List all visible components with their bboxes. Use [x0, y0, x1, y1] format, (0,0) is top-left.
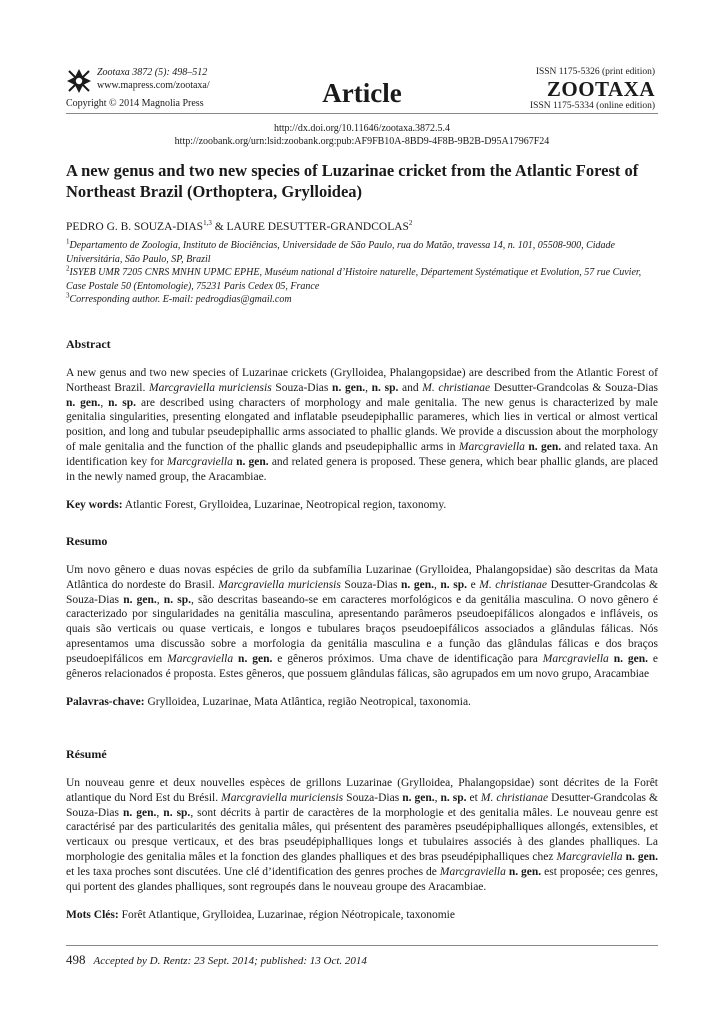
abstract-keywords: [66, 498, 658, 512]
nomenclature-act: n. sp.: [163, 806, 191, 819]
nomenclature-act: n. gen.: [123, 593, 157, 606]
taxon-name: M. christianae: [422, 381, 491, 394]
text-segment: e gêneros relacionados é proposta. Estes gêneros, que possuem glândulas fálicas, são agrupados em um novo grupo, Aracambiae: [66, 652, 658, 680]
nomenclature-act: n. sp.: [163, 593, 191, 606]
affiliations: [66, 239, 658, 307]
zootaxa-brand: ZOOTAXA: [546, 77, 655, 101]
nomenclature-act: n. gen.: [401, 578, 434, 591]
affiliation-text: Corresponding author. E-mail: pedrogdias@gmail.com: [69, 294, 292, 305]
nomenclature-act: n. gen.: [123, 806, 157, 819]
text-segment: , sont décrits à partir de caractères de la morphologie et des genitalia mâles. Le nouveau genre est caractérisé par des particularités des genitalia mâles, qui présentent des paramères pseudépiphalliques allongés, extensibles, et verticaux ou presque verticaux, et des bras pseudépiphalliques longs et tubulaires associés à des glandes phalliques. La morphologie des genitalia mâles et la fonction des glandes phalliques et des bras pseudépiphalliques chez: [66, 806, 658, 863]
affiliation: [66, 293, 658, 307]
text-segment: ,: [156, 806, 164, 819]
nomenclature-act: n. sp.: [440, 578, 467, 591]
taxon-name: M. christianae: [479, 578, 547, 591]
page-footer: [66, 952, 367, 968]
resumo-text: [66, 563, 658, 681]
identifier-links: [66, 122, 658, 148]
nomenclature-act: n. gen.: [625, 850, 658, 863]
affiliation-number: 2: [66, 264, 70, 273]
taxon-name: Marcgraviella muriciensis: [149, 381, 272, 394]
text-segment: ,: [434, 791, 441, 804]
text-segment: are described using characters of morphology and male genitalia. The new genus is characterized by male genitalia singularities, presenting elongated and inflatable pseudepiphallic parameres, which lies in vertical or almost vertical position, and long and tubular pseudepiphallic arms associated to phallic glands. We provide a discussion about the morphology of male genitalia and the function of the phallic glands and pseudepiphallic arms in: [66, 396, 658, 453]
author-superscript: 1,3: [203, 219, 212, 228]
abstract-section: [66, 337, 658, 512]
affiliation-text: Departamento de Zoologia, Instituto de Biociências, Universidade de São Paulo, rua do Matão, travessa 14, n. 101, 05508-900, Cidade Universitária, São Paulo, SP, Brazil: [66, 240, 615, 265]
nomenclature-act: n. sp.: [440, 791, 467, 804]
text-segment: Souza-Dias: [343, 791, 403, 804]
text-segment: et: [466, 791, 481, 804]
text-segment: A new genus and two new species of Luzarinae crickets (Grylloidea, Phalangopsidae) are described from the Atlantic Forest of Northeast Brazil.: [66, 367, 658, 394]
taxon-name: Marcgraviella: [167, 652, 234, 665]
text-segment: and related taxa. An identification key for: [66, 440, 658, 468]
copyright: Copyright © 2014 Magnolia Press: [66, 98, 204, 109]
author-line: [66, 221, 658, 233]
text-segment: Um novo gênero e duas novas espécies de grilo da subfamília Luzarinae (Grylloidea, Phalangopsidae) são descritas da Mata Atlântica do nordeste do Brasil.: [66, 564, 658, 591]
affiliation: [66, 266, 658, 293]
author-separator: &: [211, 221, 227, 233]
text-segment: Desutter-Grandcolas & Souza-Dias: [490, 381, 659, 394]
text-segment: Desutter-Grandcolas & Souza-Dias: [66, 791, 658, 819]
nomenclature-act: n. gen.: [332, 381, 366, 394]
taxon-name: Marcgraviella: [458, 440, 525, 453]
text-segment: e gêneros próximos. Uma chave de identificação para: [272, 652, 543, 665]
text-segment: , são descritas baseando-se em caracteres morfológicos e da genitália masculina. O novo gênero é caracterizado por singularidades na genitália masculina, apresentando parâmeros pseudoepifálicos alongados e infláveis, os quais são verticais ou quase verticais, e longos e tubulares braços pseudoepifálicos associados a glândulas fálicas. Nós apresentamos uma discussão sobre a morfologia da genitália masculina e a função das glândulas fálicas e dos braços pseudoepifálicos em: [66, 593, 658, 665]
text-segment: Souza-Dias: [271, 381, 333, 394]
text-segment: est proposée; ces genres, qui portent des glandes phalliques, sont regroupés dans le nouveau groupe des Aracambiae.: [66, 865, 658, 893]
author-name: PEDRO G. B. SOUZA-DIAS: [66, 221, 204, 233]
footer-divider: [66, 945, 658, 946]
keywords-label: Key words:: [66, 499, 123, 512]
nomenclature-act: n. sp.: [371, 381, 399, 394]
nomenclature-act: n. gen.: [238, 652, 273, 665]
resumo-section: [66, 534, 658, 709]
text-segment: ,: [365, 381, 372, 394]
taxon-name: Marcgraviella muriciensis: [218, 578, 341, 591]
text-segment: Desutter-Grandcolas & Souza-Dias: [66, 578, 658, 606]
keywords-text: Atlantic Forest, Grylloidea, Luzarinae, Neotropical region, taxonomy.: [122, 499, 447, 512]
text-segment: and related genera is proposed. These genera, which bear phallic glands, are placed in the newly named group, the Aracambiae.: [66, 455, 659, 483]
keywords-label: Palavras-chave:: [66, 696, 145, 709]
text-segment: e: [467, 578, 480, 591]
keywords-text: Forêt Atlantique, Grylloidea, Luzarinae, région Néotropicale, taxonomie: [118, 909, 455, 922]
page-number: 498: [66, 952, 86, 967]
text-segment: Un nouveau genre et deux nouvelles espèces de grillons Luzarinae (Grylloidea, Phalangopsidae) sont décrites de la Forêt atlantique du Nord Est du Brésil.: [66, 777, 658, 804]
issn-online: ISSN 1175-5334 (online edition): [530, 101, 655, 111]
keywords-label: Mots Clés:: [66, 909, 119, 922]
nomenclature-act: n. gen.: [402, 791, 435, 804]
resume-section: [66, 747, 658, 922]
nomenclature-act: n. gen.: [66, 396, 101, 409]
abstract-heading: Abstract: [66, 337, 111, 351]
author-name: LAURE DESUTTER-GRANDCOLAS: [226, 221, 409, 233]
text-segment: Souza-Dias: [340, 578, 401, 591]
nomenclature-act: n. gen.: [613, 652, 648, 665]
journal-website[interactable]: www.mapress.com/zootaxa/: [97, 80, 210, 91]
issn-print: ISSN 1175-5326 (print edition): [535, 67, 655, 77]
affiliation-number: 1: [66, 237, 70, 246]
journal-info: [97, 66, 210, 92]
affiliation-number: 3: [66, 291, 70, 300]
resume-heading: Résumé: [66, 747, 107, 761]
affiliation-text: ISYEB UMR 7205 CNRS MNHN UPMC EPHE, Muséum national d’Histoire naturelle, Département Systématique et Evolution, 57 rue Cuvier, Case Postale 50 (Entomologie), 75231 Paris Cedex 05, France: [66, 267, 642, 292]
resume-keywords: [66, 908, 658, 922]
text-segment: ,: [433, 578, 441, 591]
taxon-name: Marcgraviella: [439, 865, 506, 878]
affiliation: [66, 239, 658, 266]
taxon-name: M. christianae: [480, 791, 549, 804]
nomenclature-act: n. gen.: [528, 440, 562, 453]
taxon-name: Marcgraviella: [542, 652, 609, 665]
publication-dates: Accepted by D. Rentz: 23 Sept. 2014; published: 13 Oct. 2014: [93, 955, 367, 967]
taxon-name: Marcgraviella: [166, 455, 233, 468]
header-divider: [66, 113, 658, 114]
paper-title: A new genus and two new species of Luzarinae cricket from the Atlantic Forest of Northeast Brazil (Orthoptera, Grylloidea): [66, 161, 639, 201]
resumo-keywords: [66, 695, 658, 709]
keywords-text: Grylloidea, Luzarinae, Mata Atlântica, região Neotropical, taxonomia.: [144, 696, 471, 709]
text-segment: ,: [156, 593, 164, 606]
zoobank-link[interactable]: http://zoobank.org/urn:lsid:zoobank.org:pub:AF9FB10A-8BD9-4F8B-9B2B-D95A17967F24: [174, 136, 550, 147]
abstract-text: [66, 366, 658, 484]
taxon-name: Marcgraviella: [556, 850, 623, 863]
issn-block: [530, 66, 655, 112]
doi-link[interactable]: http://dx.doi.org/10.11646/zootaxa.3872.5.4: [273, 123, 451, 134]
text-segment: ,: [100, 396, 109, 409]
taxon-name: Marcgraviella muriciensis: [221, 791, 344, 804]
article-label: Article: [322, 78, 402, 108]
journal-reference: Zootaxa 3872 (5): 498–512: [97, 67, 208, 78]
zootaxa-logo-icon: [66, 68, 92, 94]
text-segment: et les taxa proches sont discutées. Une clé d’identification des genres proches de: [66, 865, 440, 878]
text-segment: and: [398, 381, 423, 394]
nomenclature-act: n. sp.: [108, 396, 137, 409]
author-superscript: 2: [408, 219, 413, 228]
nomenclature-act: n. gen.: [508, 865, 542, 878]
nomenclature-act: n. gen.: [236, 455, 269, 468]
resumo-heading: Resumo: [66, 534, 108, 548]
resume-text: [66, 776, 658, 894]
